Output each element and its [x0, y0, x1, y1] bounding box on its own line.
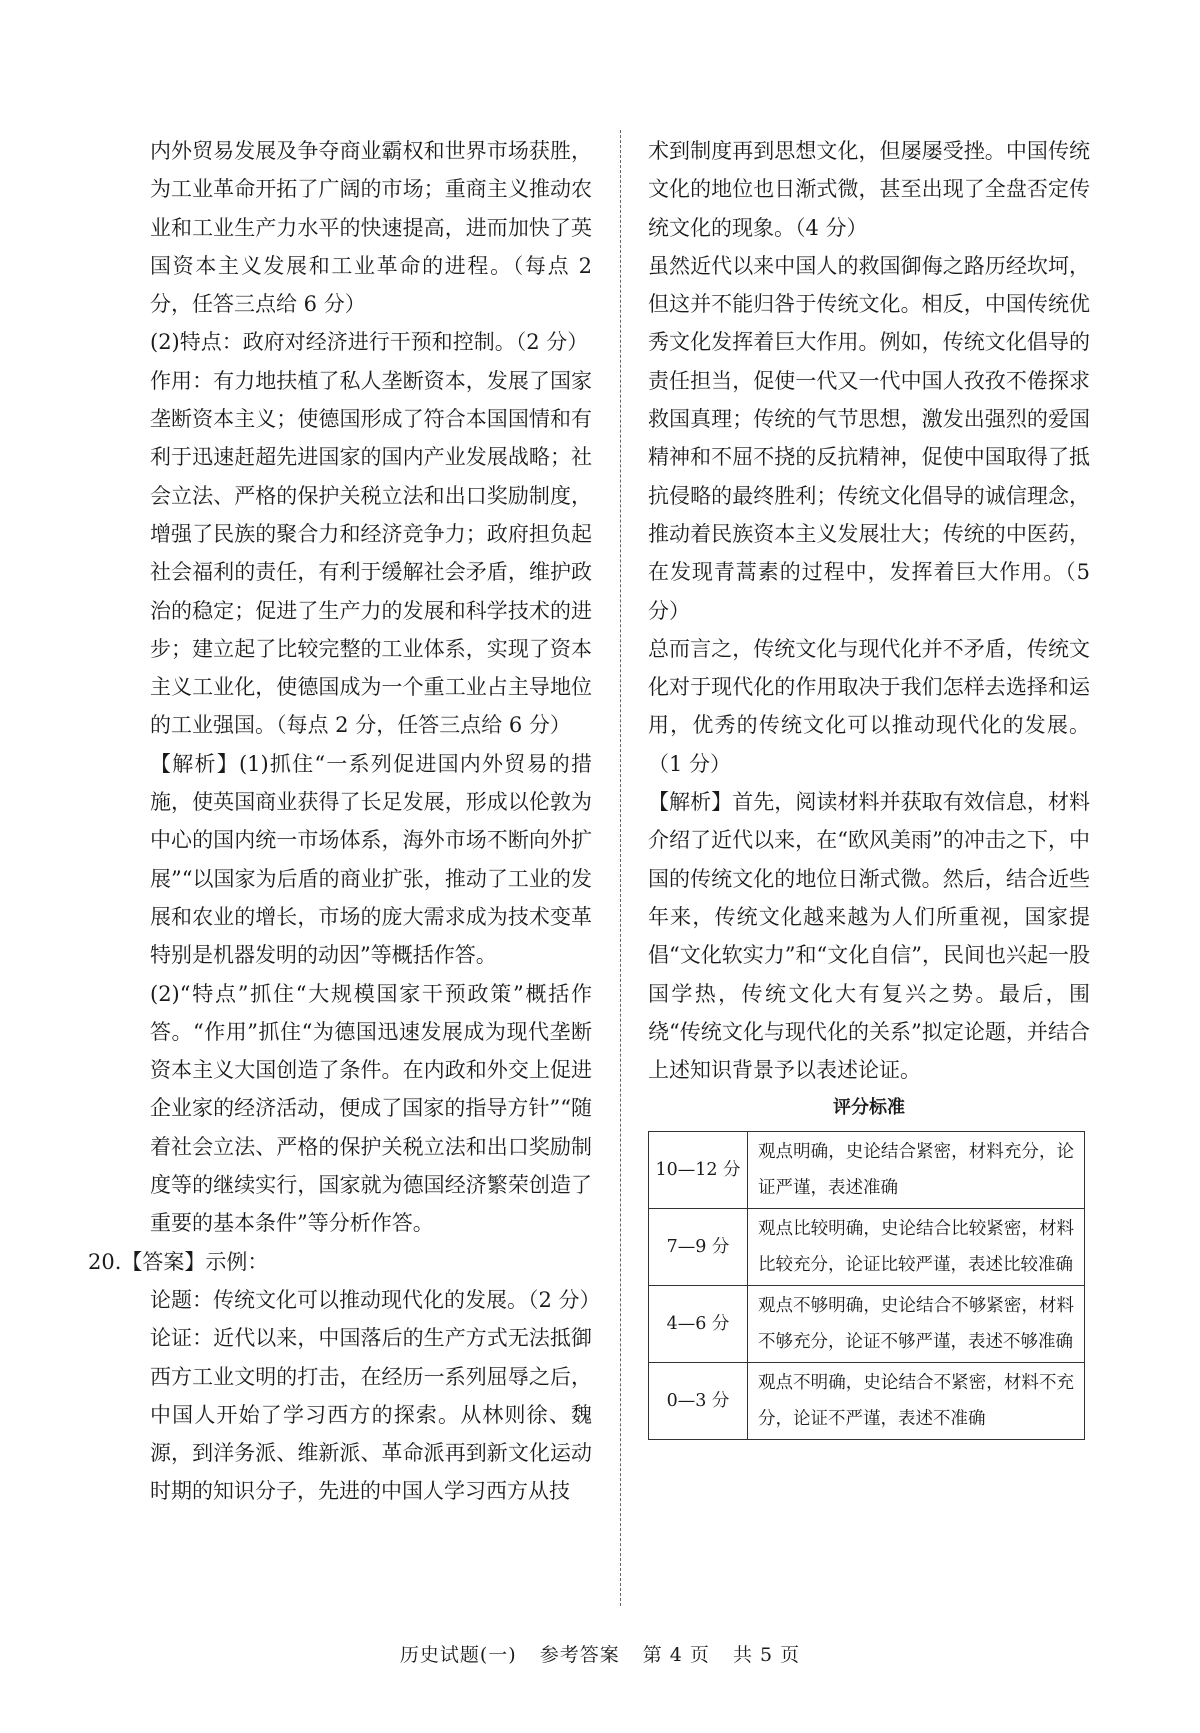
answer-paragraph: 术到制度再到思想文化，但屡屡受挫。中国传统文化的地位也日渐式微，甚至出现了全盘否定传统文化的现象。（4 分）	[648, 139, 1090, 240]
answer-paragraph: 论证：近代以来，中国落后的生产方式无法抵御西方工业文明的打击，在经历一系列屈辱之后，中国人开始了学习西方的探索。从林则徐、魏源，到洋务派、维新派、革命派再到新文化运动时期的知识分子，先进的中国人学习西方从技	[150, 1326, 592, 1504]
score-description: 观点不明确，史论结合不紧密，材料不充分，论证不严谨，表述不准确	[748, 1363, 1085, 1440]
left-column	[88, 132, 601, 1511]
analysis-paragraph: 【解析】首先，阅读材料并获取有效信息，材料介绍了近代以来，在“欧风美雨”的冲击之下，中国的传统文化的地位日渐式微。然后，结合近些年来，传统文化越来越为人们所重视，国家提倡“文化软实力”和“文化自信”，民间也兴起一股国学热，传统文化大有复兴之势。最后，围绕“传统文化与现代化的关系”拟定论题，并结合上述知识背景予以表述论证。	[648, 790, 1090, 1083]
table-row	[649, 1363, 1085, 1440]
analysis-paragraph: 【解析】(1)抓住“一系列促进国内外贸易的措施，使英国商业获得了长足发展，形成以伦敦为中心的国内统一市场体系，海外市场不断向外扩展”“以国家为后盾的商业扩张，推动了工业的发展和农业的增长，市场的庞大需求成为技术变革特别是机器发明的动因”等概括作答。	[150, 751, 592, 968]
column-divider	[620, 130, 621, 1606]
footer-page-number: 第 4 页	[642, 1644, 710, 1666]
footer-subject: 历史试题(一)	[399, 1644, 517, 1666]
answer-paragraph: 论题：传统文化可以推动现代化的发展。（2 分）	[150, 1287, 601, 1312]
answer-paragraph: 总而言之，传统文化与现代化并不矛盾，传统文化对于现代化的作用取决于我们怎样去选择和运用，优秀的传统文化可以推动现代化的发展。（1 分）	[648, 636, 1090, 776]
score-description: 观点不够明确，史论结合不够紧密，材料不够充分，论证不够严谨，表述不够准确	[748, 1286, 1085, 1363]
score-description: 观点比较明确，史论结合比较紧密，材料比较充分，论证比较严谨，表述比较准确	[748, 1209, 1085, 1286]
answer-paragraph: 内外贸易发展及争夺商业霸权和世界市场获胜，为工业革命开拓了广阔的市场；重商主义推动农业和工业生产力水平的快速提高，进而加快了英国资本主义发展和工业革命的进程。（每点 2 分，任答三点给 6 分）	[150, 139, 592, 317]
scoring-table	[648, 1131, 1085, 1440]
footer-total-pages: 共 5 页	[732, 1644, 801, 1666]
table-row	[649, 1209, 1085, 1286]
score-description: 观点明确，史论结合紧密，材料充分，论证严谨，表述准确	[748, 1132, 1085, 1209]
answer-paragraph: 作用：有力地扶植了私人垄断资本，发展了国家垄断资本主义；使德国形成了符合本国国情和有利于迅速赶超先进国家的国内产业发展战略；社会立法、严格的保护关税立法和出口奖励制度，增强了民族的聚合力和经济竞争力；政府担负起社会福利的责任，有利于缓解社会矛盾，维护政治的稳定；促进了生产力的发展和科学技术的进步；建立起了比较完整的工业体系，实现了资本主义工业化，使德国成为一个重工业占主导地位的工业强国。（每点 2 分，任答三点给 6 分）	[150, 368, 592, 738]
analysis-paragraph: (2)“特点”抓住“大规模国家干预政策”概括作答。“作用”抓住“为德国迅速发展成为现代垄断资本主义大国创造了条件。在内政和外交上促进企业家的经济活动，便成了国家的指导方针”“随着社会立法、严格的保护关税立法和出口奖励制度等的继续实行，国家就为德国经济繁荣创造了重要的基本条件”等分析作答。	[150, 981, 592, 1236]
page-footer	[0, 1640, 1200, 1667]
right-column	[648, 132, 1090, 1440]
scoring-table-title: 评分标准	[833, 1097, 905, 1119]
question-number-20: 20.【答案】示例：	[88, 1249, 269, 1274]
score-range: 0—3 分	[649, 1363, 748, 1440]
score-range: 7—9 分	[649, 1209, 748, 1286]
footer-label: 参考答案	[539, 1644, 620, 1666]
table-row	[649, 1132, 1085, 1209]
answer-paragraph: 虽然近代以来中国人的救国御侮之路历经坎坷，但这并不能归咎于传统文化。相反，中国传统优秀文化发挥着巨大作用。例如，传统文化倡导的责任担当，促使一代又一代中国人孜孜不倦探求救国真理；传统的气节思想，激发出强烈的爱国精神和不屈不挠的反抗精神，促使中国取得了抵抗侵略的最终胜利；传统文化倡导的诚信理念，推动着民族资本主义发展壮大；传统的中医药，在发现青蒿素的过程中，发挥着巨大作用。（5 分）	[648, 253, 1090, 623]
score-range: 10—12 分	[649, 1132, 748, 1209]
table-row	[649, 1286, 1085, 1363]
answer-paragraph: (2)特点：政府对经济进行干预和控制。（2 分）	[150, 330, 589, 355]
score-range: 4—6 分	[649, 1286, 748, 1363]
